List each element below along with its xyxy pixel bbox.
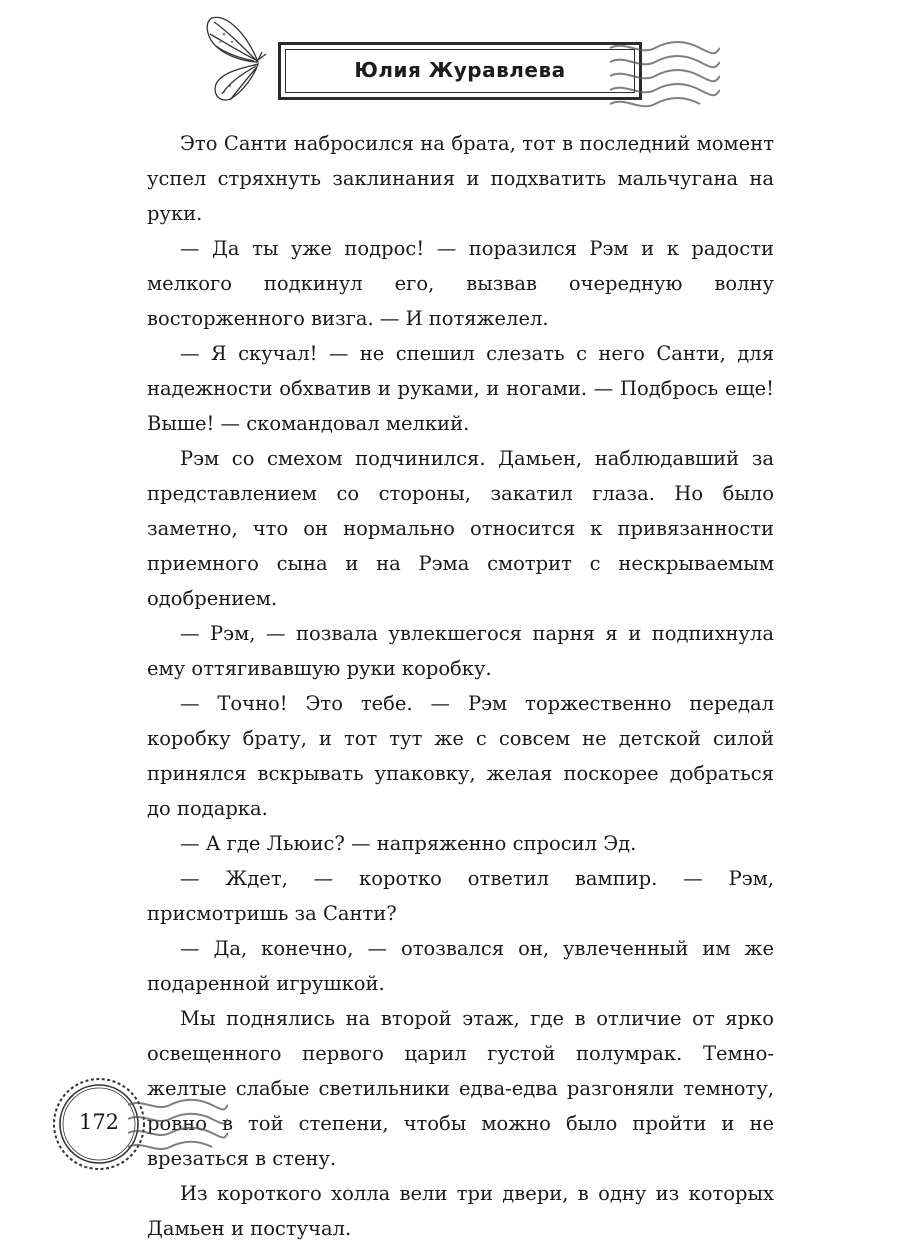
paragraph: — Да ты уже подрос! — поразился Рэм и к радости мелкого подкинул его, вызвав очередную волну восторженного визга. — И потяжелел. (147, 237, 774, 330)
paragraph: Рэм со смехом подчинился. Дамьен, наблюдавший за представлением со стороны, закатил глаза. Но было заметно, что он нормально относится к привязанности приемного сына и на Рэма смотрит с нескрываемым одобрением. (147, 447, 774, 610)
running-header (278, 42, 642, 100)
paragraph: Из короткого холла вели три двери, в одну из которых Дамьен и постучал. (147, 1182, 774, 1240)
butterfly-icon (196, 12, 276, 110)
paragraph: — Ждет, — коротко ответил вампир. — Рэм, присмотришь за Санти? (147, 867, 774, 925)
author-name: Юлия Журавлева (354, 58, 566, 82)
paragraph: — Рэм, — позвала увлекшегося парня я и подпихнула ему оттягивавшую руки коробку. (147, 622, 774, 680)
postmark-lines-bottom (128, 1095, 228, 1165)
paragraph: Это Санти набросился на брата, тот в последний момент успел стряхнуть заклинания и подхватить мальчугана на руки. (147, 132, 774, 225)
postmark-lines-top (610, 30, 720, 120)
paragraph: Мы поднялись на второй этаж, где в отличие от ярко освещенного первого царил густой полумрак. Темно-желтые слабые светильники едва-едва разгоняли темноту, ровно в той степени, чтобы можно было пройти и не врезаться в стену. (147, 1007, 774, 1170)
paragraph: — Я скучал! — не спешил слезать с него Санти, для надежности обхватив и руками, и ногами. — Подбрось еще! Выше! — скомандовал мелкий. (147, 342, 774, 435)
page-body (147, 126, 774, 1246)
page-number: 172 (78, 1110, 120, 1134)
paragraph: — Точно! Это тебе. — Рэм торжественно передал коробку брату, и тот тут же с совсем не детской силой принялся вскрывать упаковку, желая поскорее добраться до подарка. (147, 692, 774, 820)
paragraph: — Да, конечно, — отозвался он, увлеченный им же подаренной игрушкой. (147, 937, 774, 995)
paragraph: — А где Льюис? — напряженно спросил Эд. (180, 832, 637, 855)
